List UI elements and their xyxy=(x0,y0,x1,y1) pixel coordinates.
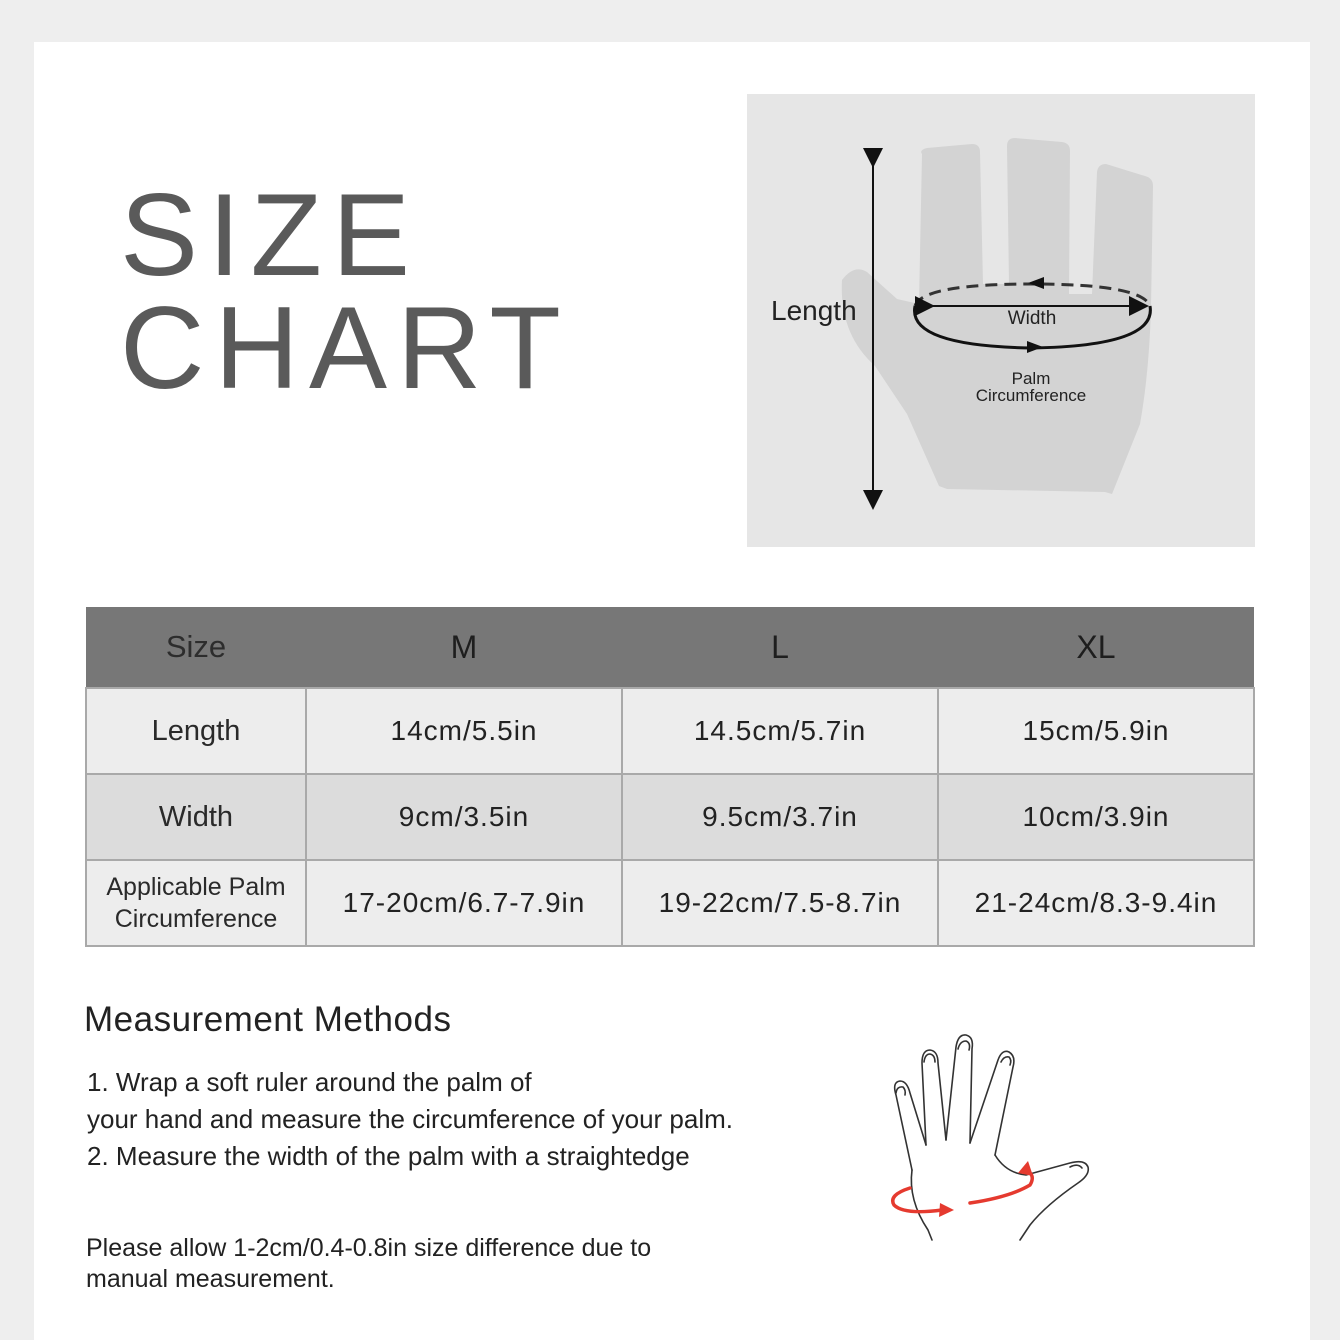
note-line1: Please allow 1-2cm/0.4-0.8in size difference due to xyxy=(86,1234,652,1262)
hand-measure-illustration xyxy=(870,1025,1110,1260)
row-label-palm xyxy=(86,860,306,946)
title-line-size: SIZE xyxy=(120,169,421,300)
palm-l: 19-22cm/7.5-8.7in xyxy=(622,860,938,946)
header-xl: XL xyxy=(938,607,1254,688)
measurement-step2: 2. Measure the width of the palm with a straightedge xyxy=(87,1141,690,1171)
table-header-row xyxy=(86,607,1254,688)
table-row-length xyxy=(86,688,1254,774)
length-l: 14.5cm/5.7in xyxy=(622,688,938,774)
header-m: M xyxy=(306,607,622,688)
header-l: L xyxy=(622,607,938,688)
width-m: 9cm/3.5in xyxy=(306,774,622,860)
length-label: Length xyxy=(771,295,857,326)
note-line2: manual measurement. xyxy=(86,1265,335,1293)
measurement-step1-line2: your hand and measure the circumference of your palm. xyxy=(87,1104,734,1134)
title-line-chart: CHART xyxy=(120,282,571,413)
length-xl: 15cm/5.9in xyxy=(938,688,1254,774)
circumference-label: Circumference xyxy=(975,386,1087,405)
glove-shape xyxy=(842,138,1153,494)
page-title xyxy=(120,169,571,413)
table-row-palm xyxy=(86,860,1254,946)
row-label-palm-line1: Applicable Palm xyxy=(106,873,286,901)
hand-icon xyxy=(870,1025,1110,1255)
palm-label: Palm xyxy=(1011,369,1051,388)
width-label: Width xyxy=(1007,308,1057,329)
table-row-width xyxy=(86,774,1254,860)
palm-m: 17-20cm/6.7-7.9in xyxy=(306,860,622,946)
row-label-palm-line2: Circumference xyxy=(114,905,278,933)
row-label-width: Width xyxy=(86,774,306,860)
glove-diagram xyxy=(747,94,1255,547)
glove-diagram-svg xyxy=(747,94,1255,547)
width-l: 9.5cm/3.7in xyxy=(622,774,938,860)
length-m: 14cm/5.5in xyxy=(306,688,622,774)
row-label-length: Length xyxy=(86,688,306,774)
width-xl: 10cm/3.9in xyxy=(938,774,1254,860)
measurement-title: Measurement Methods xyxy=(84,1000,452,1039)
size-table xyxy=(85,607,1255,947)
palm-xl: 21-24cm/8.3-9.4in xyxy=(938,860,1254,946)
measurement-step1-line1: 1. Wrap a soft ruler around the palm of xyxy=(87,1067,532,1097)
header-size: Size xyxy=(86,607,306,688)
